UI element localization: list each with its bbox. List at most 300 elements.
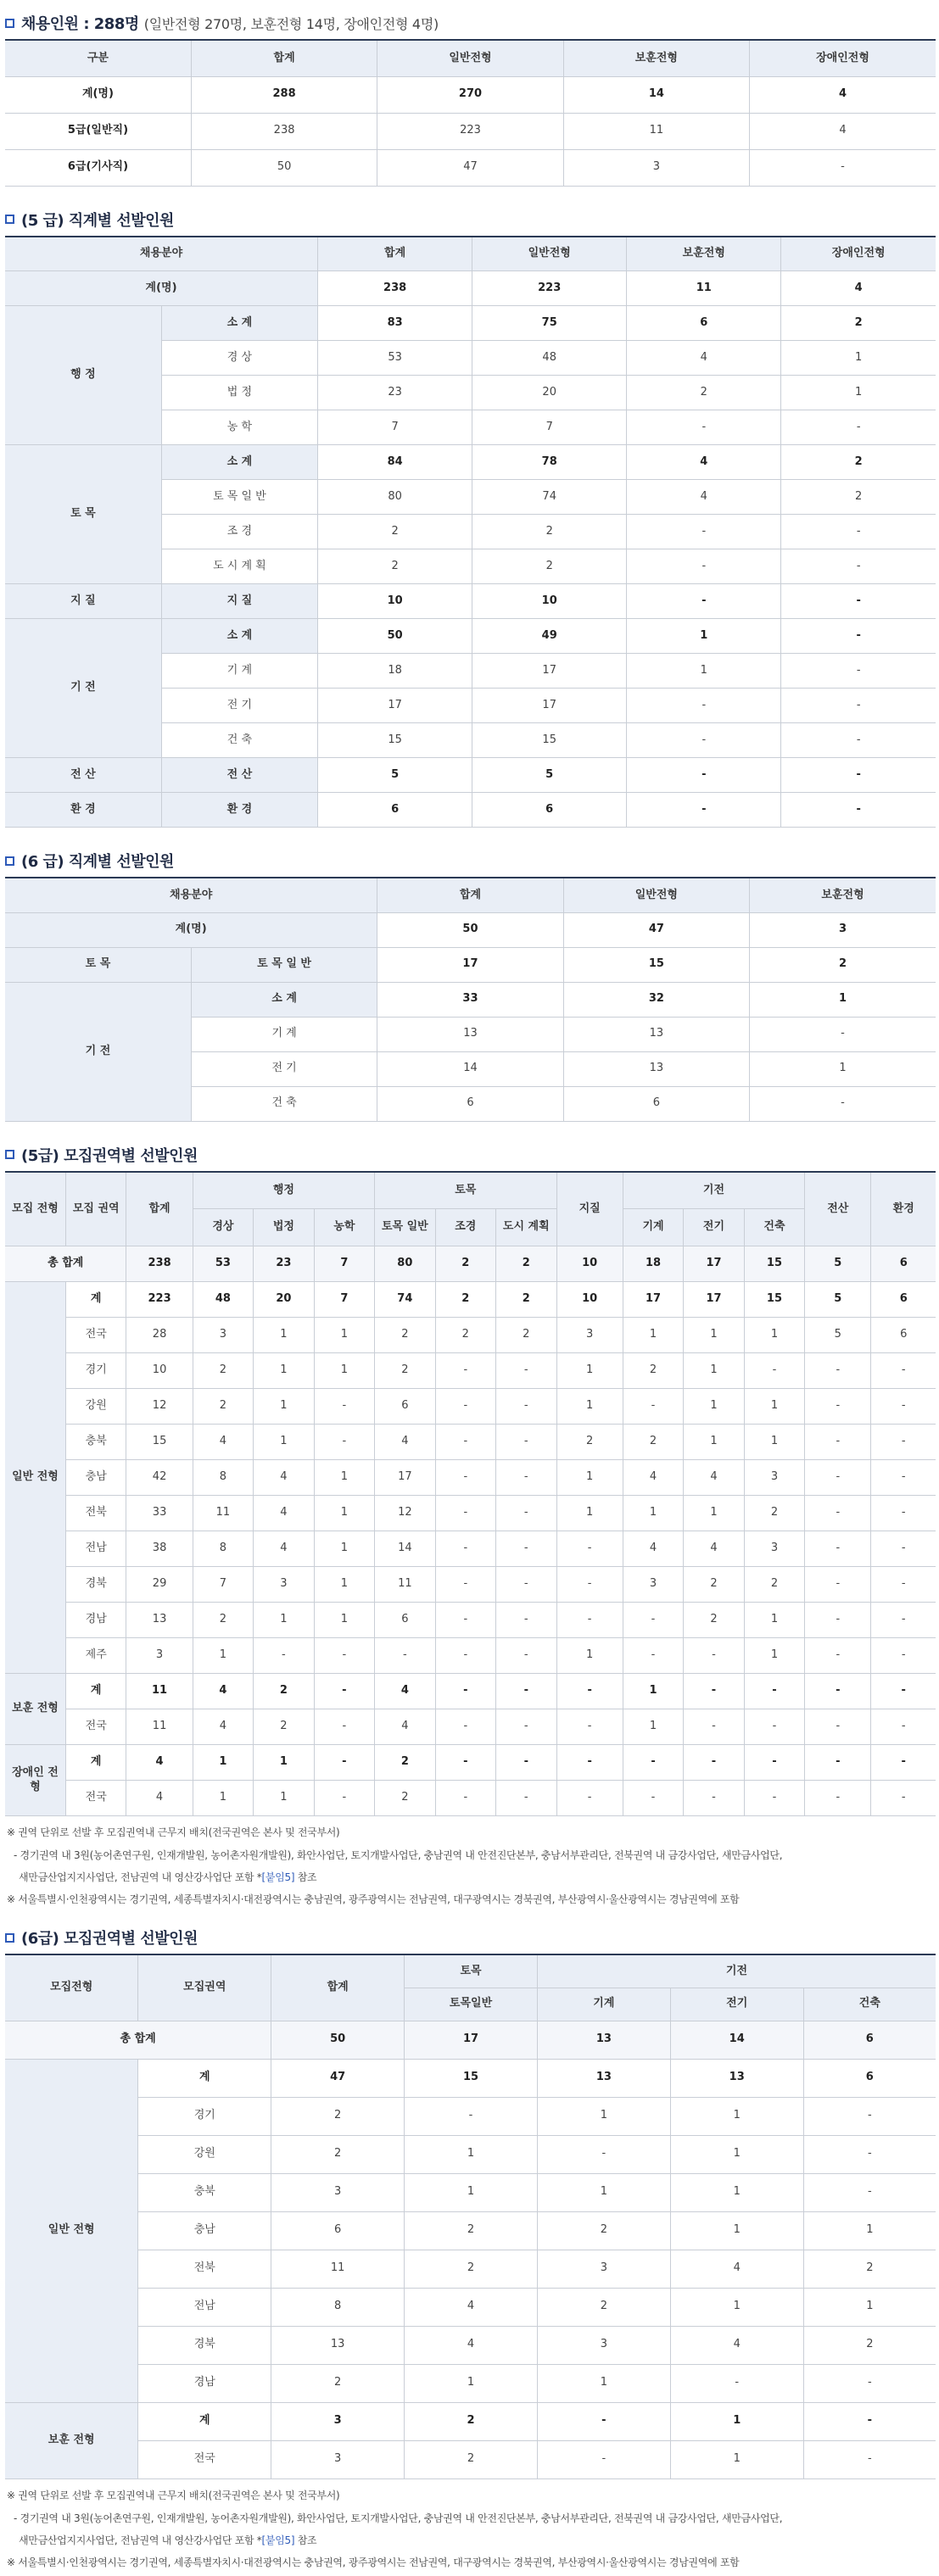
header-cell: 모집 전형 bbox=[5, 1172, 65, 1246]
table-cell: 4 bbox=[627, 480, 781, 515]
row-label: 도 시 계 획 bbox=[161, 549, 317, 584]
table-cell: 2 bbox=[781, 480, 936, 515]
table-cell: 1 bbox=[684, 1318, 744, 1353]
table-cell: - bbox=[435, 1531, 495, 1567]
row-label: 전 기 bbox=[191, 1051, 377, 1086]
region-label: 경기 bbox=[65, 1353, 126, 1389]
section-square-icon bbox=[5, 1933, 14, 1943]
row-label: 소 계 bbox=[161, 306, 317, 341]
table-cell: - bbox=[623, 1603, 683, 1638]
header-cell: 토목 bbox=[375, 1172, 556, 1209]
table-cell: 50 bbox=[377, 912, 563, 947]
table-cell: - bbox=[496, 1496, 556, 1531]
table-cell: - bbox=[496, 1745, 556, 1781]
table-cell: 2 bbox=[623, 1425, 683, 1460]
table-cell: - bbox=[684, 1781, 744, 1816]
table-cell: 3 bbox=[556, 1318, 623, 1353]
header-cell: 합계 bbox=[318, 237, 472, 271]
table-row bbox=[5, 793, 936, 828]
table-cell: 42 bbox=[126, 1460, 193, 1496]
table-cell: 4 bbox=[375, 1674, 435, 1709]
note-line: ※ 서울특별시·인천광역시는 경기권역, 세종특별자치시·대전광역시는 충남권역, 광주광역시는 전남권역, 대구광역시는 경북권역, 부산광역시·울산광역시는 경남권역에 포함 bbox=[7, 1893, 740, 1905]
table-cell: 7 bbox=[472, 410, 627, 445]
table-cell: 28 bbox=[126, 1318, 193, 1353]
table-cell: - bbox=[496, 1603, 556, 1638]
grade6-field-table bbox=[5, 877, 936, 1122]
table-cell: - bbox=[314, 1425, 374, 1460]
table-cell: 74 bbox=[472, 480, 627, 515]
row-label: 토 목 일 반 bbox=[161, 480, 317, 515]
table-cell: 1 bbox=[254, 1318, 314, 1353]
table-cell: - bbox=[254, 1638, 314, 1674]
table-cell: 1 bbox=[314, 1460, 374, 1496]
header-cell: 모집 권역 bbox=[65, 1172, 126, 1246]
table-row bbox=[5, 1709, 936, 1745]
note-line bbox=[7, 1844, 934, 1866]
table-cell: 2 bbox=[744, 1567, 804, 1603]
table-cell: 1 bbox=[803, 2288, 936, 2326]
table-cell: 3 bbox=[271, 2173, 405, 2211]
table-header-row bbox=[5, 878, 936, 912]
table-cell: - bbox=[314, 1674, 374, 1709]
table-cell: 17 bbox=[375, 1460, 435, 1496]
table-cell: 2 bbox=[472, 549, 627, 584]
table-row bbox=[5, 2288, 936, 2326]
table-cell: 1 bbox=[750, 1051, 936, 1086]
table-row bbox=[5, 758, 936, 793]
table-cell: 14 bbox=[377, 1051, 563, 1086]
table-cell: 3 bbox=[563, 149, 749, 186]
table-cell: 238 bbox=[191, 113, 377, 149]
header-cell: 합계 bbox=[126, 1172, 193, 1246]
table-cell: 1 bbox=[193, 1745, 253, 1781]
attachment-link[interactable]: [붙임5] bbox=[261, 2534, 295, 2546]
table-cell: - bbox=[684, 1674, 744, 1709]
group-label: 환 경 bbox=[5, 793, 161, 828]
group-label: 기 전 bbox=[5, 982, 191, 1121]
table-cell: - bbox=[781, 793, 936, 828]
table-cell: 2 bbox=[271, 2135, 405, 2173]
table-cell: 17 bbox=[318, 689, 472, 723]
table-cell: 84 bbox=[318, 445, 472, 480]
header-cell: 모집전형 bbox=[5, 1954, 138, 2021]
region-label: 강원 bbox=[138, 2135, 271, 2173]
table-cell: - bbox=[805, 1496, 871, 1531]
table-cell: 1 bbox=[254, 1745, 314, 1781]
table-cell: 33 bbox=[126, 1496, 193, 1531]
table-cell: 48 bbox=[472, 341, 627, 376]
table-cell: 3 bbox=[254, 1567, 314, 1603]
table-cell: 4 bbox=[193, 1709, 253, 1745]
row-label: 총 합계 bbox=[5, 2021, 271, 2059]
table-cell: - bbox=[496, 1638, 556, 1674]
table-cell: 1 bbox=[314, 1353, 374, 1389]
table-cell: 10 bbox=[472, 584, 627, 619]
table-cell: 4 bbox=[254, 1460, 314, 1496]
row-label: 법 정 bbox=[161, 376, 317, 410]
table-cell: 1 bbox=[744, 1318, 804, 1353]
table-cell: - bbox=[435, 1353, 495, 1389]
table-cell: - bbox=[805, 1674, 871, 1709]
region-label: 계 bbox=[65, 1282, 126, 1318]
header-cell: 채용분야 bbox=[5, 878, 377, 912]
header-cell: 장애인전형 bbox=[750, 40, 936, 76]
table-cell: 238 bbox=[126, 1246, 193, 1282]
row-label: 건 축 bbox=[191, 1086, 377, 1121]
region-label: 강원 bbox=[65, 1389, 126, 1425]
header-cell: 모집권역 bbox=[138, 1954, 271, 2021]
table-cell: 4 bbox=[750, 76, 936, 113]
table-cell: 74 bbox=[375, 1282, 435, 1318]
section3-title-text: (6 급) 직계별 선발인원 bbox=[21, 853, 174, 871]
note-text: - 경기권역 내 3원(농어촌연구원, 인재개발원, 농어촌자원개발원), 화안사업단, 토지개발사업단, 충남권역 내 안전진단본부, 충남서부관리단, 전북권역 내 금강사업단, 새만금사업단, bbox=[14, 1849, 783, 1861]
total-row bbox=[5, 912, 936, 947]
table-cell: 7 bbox=[314, 1282, 374, 1318]
table-cell: 1 bbox=[314, 1531, 374, 1567]
table-cell: 6 bbox=[803, 2021, 936, 2059]
grade6-region-table-body bbox=[5, 2021, 936, 2478]
header-cell: 합계 bbox=[377, 878, 563, 912]
table-cell: - bbox=[803, 2402, 936, 2440]
table-row bbox=[5, 2211, 936, 2250]
table-cell: 14 bbox=[375, 1531, 435, 1567]
table-cell: 7 bbox=[318, 410, 472, 445]
table-cell: - bbox=[556, 1603, 623, 1638]
table-cell: 15 bbox=[126, 1425, 193, 1460]
table-row bbox=[5, 2135, 936, 2173]
table-cell: 2 bbox=[193, 1603, 253, 1638]
table-cell: 4 bbox=[126, 1745, 193, 1781]
note-text: 새만금산업지지사업단, 전남권역 내 영산강사업단 포함 * bbox=[19, 1871, 262, 1883]
table-cell: - bbox=[627, 689, 781, 723]
table-cell: 49 bbox=[472, 619, 627, 654]
table-cell: - bbox=[556, 1567, 623, 1603]
row-label: 계(명) bbox=[5, 271, 318, 306]
table-cell: 11 bbox=[126, 1674, 193, 1709]
table-cell: 1 bbox=[314, 1318, 374, 1353]
table-cell: - bbox=[781, 515, 936, 549]
row-label: 전 산 bbox=[161, 758, 317, 793]
header-cell: 구분 bbox=[5, 40, 191, 76]
table-cell: 1 bbox=[781, 341, 936, 376]
table-cell: 288 bbox=[191, 76, 377, 113]
row-label: 전 기 bbox=[161, 689, 317, 723]
table-cell: - bbox=[871, 1389, 936, 1425]
section-square-icon bbox=[5, 1150, 14, 1159]
table-cell: 1 bbox=[744, 1425, 804, 1460]
attachment-link[interactable]: [붙임5] bbox=[261, 1871, 295, 1883]
table-cell: 15 bbox=[563, 947, 749, 982]
table-cell: - bbox=[405, 2097, 538, 2135]
table-cell: 2 bbox=[623, 1353, 683, 1389]
table-row bbox=[5, 2173, 936, 2211]
region-label: 전남 bbox=[138, 2288, 271, 2326]
table-cell: - bbox=[435, 1709, 495, 1745]
table-cell: 2 bbox=[375, 1353, 435, 1389]
table-cell: - bbox=[871, 1460, 936, 1496]
table-cell: 2 bbox=[318, 549, 472, 584]
table-cell: 8 bbox=[271, 2288, 405, 2326]
table-cell: 1 bbox=[684, 1389, 744, 1425]
table-cell: 47 bbox=[563, 912, 749, 947]
table-cell: 4 bbox=[405, 2326, 538, 2364]
table-cell: 4 bbox=[623, 1531, 683, 1567]
table-cell: - bbox=[750, 149, 936, 186]
table-cell: - bbox=[871, 1531, 936, 1567]
header-cell: 채용분야 bbox=[5, 237, 318, 271]
grade6-region-table bbox=[5, 1954, 936, 2479]
table-cell: 13 bbox=[563, 1051, 749, 1086]
table-cell: 5 bbox=[805, 1318, 871, 1353]
table-cell: 4 bbox=[627, 341, 781, 376]
region-label: 경남 bbox=[138, 2364, 271, 2402]
table-cell: 7 bbox=[193, 1567, 253, 1603]
region-label: 충북 bbox=[138, 2173, 271, 2211]
grade5-region-table bbox=[5, 1171, 936, 1817]
note-text: 참조 bbox=[294, 2534, 317, 2546]
table-cell: - bbox=[627, 758, 781, 793]
table-cell: 17 bbox=[684, 1282, 744, 1318]
region-label: 전국 bbox=[65, 1781, 126, 1816]
table-cell: 11 bbox=[563, 113, 749, 149]
row-label: 계(명) bbox=[5, 76, 191, 113]
table-row bbox=[5, 445, 936, 480]
table-cell: 6 bbox=[271, 2211, 405, 2250]
header-cell: 도시 계획 bbox=[496, 1209, 556, 1246]
table-cell: - bbox=[805, 1353, 871, 1389]
table-cell: 2 bbox=[496, 1318, 556, 1353]
table-cell: 2 bbox=[556, 1425, 623, 1460]
header-cell: 기계 bbox=[537, 1988, 670, 2021]
header-cell: 지질 bbox=[556, 1172, 623, 1246]
table-cell: 1 bbox=[623, 1709, 683, 1745]
header-cell: 토목일반 bbox=[405, 1988, 538, 2021]
table-cell: 20 bbox=[254, 1282, 314, 1318]
grand-total-row bbox=[5, 2021, 936, 2059]
section5-title bbox=[5, 1921, 936, 1954]
table-cell: 4 bbox=[193, 1674, 253, 1709]
table-row bbox=[5, 306, 936, 341]
section5-title-text: (6급) 모집권역별 선발인원 bbox=[21, 1930, 198, 1948]
table-cell: 80 bbox=[375, 1246, 435, 1282]
table-cell: - bbox=[684, 1745, 744, 1781]
group-label: 기 전 bbox=[5, 619, 161, 758]
table-cell: - bbox=[496, 1709, 556, 1745]
table-cell: - bbox=[435, 1496, 495, 1531]
section-square-icon bbox=[5, 215, 14, 224]
header-cell: 기전 bbox=[623, 1172, 804, 1209]
table-cell: 2 bbox=[803, 2326, 936, 2364]
group-label: 지 질 bbox=[5, 584, 161, 619]
table-cell: - bbox=[803, 2097, 936, 2135]
table-cell: - bbox=[537, 2135, 670, 2173]
table-cell: 13 bbox=[670, 2059, 803, 2097]
table-cell: 11 bbox=[193, 1496, 253, 1531]
region-label: 경기 bbox=[138, 2097, 271, 2135]
note-text: 참조 bbox=[294, 1871, 317, 1883]
table-row bbox=[5, 982, 936, 1017]
table-cell: 5 bbox=[805, 1246, 871, 1282]
table-cell: - bbox=[805, 1425, 871, 1460]
table-cell: 1 bbox=[537, 2364, 670, 2402]
table-cell: 2 bbox=[781, 445, 936, 480]
table-cell: - bbox=[435, 1389, 495, 1425]
header-cell: 전기 bbox=[670, 1988, 803, 2021]
table-cell: 10 bbox=[556, 1246, 623, 1282]
table-cell: 12 bbox=[126, 1389, 193, 1425]
table-cell: 2 bbox=[684, 1567, 744, 1603]
region-label: 계 bbox=[65, 1745, 126, 1781]
table-cell: 5 bbox=[472, 758, 627, 793]
table-cell: 2 bbox=[627, 376, 781, 410]
note-line: ※ 권역 단위로 선발 후 모집권역내 근무지 배치(전국권역은 본사 및 전국부서) bbox=[7, 2489, 340, 2501]
region-label: 충남 bbox=[138, 2211, 271, 2250]
table-cell: 4 bbox=[126, 1781, 193, 1816]
table-cell: 3 bbox=[623, 1567, 683, 1603]
table-cell: 1 bbox=[623, 1674, 683, 1709]
group-label: 토 목 bbox=[5, 947, 191, 982]
section4-title-text: (5급) 모집권역별 선발인원 bbox=[21, 1146, 198, 1165]
table-cell: 4 bbox=[684, 1531, 744, 1567]
table-cell: 1 bbox=[744, 1389, 804, 1425]
table-cell: 3 bbox=[750, 912, 936, 947]
table-cell: 14 bbox=[670, 2021, 803, 2059]
table-cell: 6 bbox=[871, 1282, 936, 1318]
table-row bbox=[5, 1425, 936, 1460]
table-cell: 1 bbox=[193, 1638, 253, 1674]
table-cell: 2 bbox=[781, 306, 936, 341]
table-cell: - bbox=[435, 1603, 495, 1638]
table-cell: - bbox=[750, 1086, 936, 1121]
table-cell: - bbox=[496, 1567, 556, 1603]
table-cell: 13 bbox=[537, 2059, 670, 2097]
table-cell: 23 bbox=[254, 1246, 314, 1282]
summary-table bbox=[5, 39, 936, 187]
summary-table-body bbox=[5, 76, 936, 186]
table-cell: 6 bbox=[318, 793, 472, 828]
table-cell: - bbox=[623, 1389, 683, 1425]
table-cell: - bbox=[435, 1567, 495, 1603]
table-cell: 2 bbox=[405, 2402, 538, 2440]
row-label: 소 계 bbox=[161, 619, 317, 654]
header-cell: 농학 bbox=[314, 1209, 374, 1246]
table-cell: - bbox=[744, 1353, 804, 1389]
table-cell: - bbox=[623, 1781, 683, 1816]
table-cell: 13 bbox=[563, 1017, 749, 1051]
table-cell: - bbox=[496, 1460, 556, 1496]
row-label: 건 축 bbox=[161, 723, 317, 758]
header-cell: 기전 bbox=[537, 1954, 936, 1988]
table-cell: 238 bbox=[318, 271, 472, 306]
table-cell: 1 bbox=[254, 1353, 314, 1389]
table-cell: - bbox=[871, 1709, 936, 1745]
table-cell: 2 bbox=[405, 2250, 538, 2288]
note-line bbox=[7, 2507, 934, 2529]
table-cell: 1 bbox=[750, 982, 936, 1017]
table-cell: - bbox=[435, 1674, 495, 1709]
table-cell: 2 bbox=[193, 1389, 253, 1425]
table-cell: - bbox=[871, 1781, 936, 1816]
table-cell: 1 bbox=[556, 1496, 623, 1531]
note-text: - 경기권역 내 3원(농어촌연구원, 인재개발원, 농어촌자원개발원), 화안사업단, 토지개발사업단, 충남권역 내 안전진단본부, 충남서부관리단, 전북권역 내 금강사업단, 새만금사업단, bbox=[14, 2512, 783, 2524]
table-cell: 15 bbox=[744, 1246, 804, 1282]
table-cell: - bbox=[435, 1745, 495, 1781]
table-cell: 3 bbox=[271, 2440, 405, 2478]
grade5-field-table bbox=[5, 236, 936, 828]
table-cell: - bbox=[627, 723, 781, 758]
table-cell: 15 bbox=[744, 1282, 804, 1318]
table-cell: 20 bbox=[472, 376, 627, 410]
table-cell: - bbox=[781, 723, 936, 758]
table-cell: 1 bbox=[556, 1353, 623, 1389]
table-cell: 53 bbox=[193, 1246, 253, 1282]
table-cell: 223 bbox=[126, 1282, 193, 1318]
table-cell: 1 bbox=[314, 1603, 374, 1638]
table-cell: 4 bbox=[670, 2250, 803, 2288]
table-cell: 1 bbox=[405, 2364, 538, 2402]
table-cell: 47 bbox=[377, 149, 563, 186]
table-cell: 11 bbox=[126, 1709, 193, 1745]
header-cell: 보훈전형 bbox=[563, 40, 749, 76]
table-cell: - bbox=[805, 1709, 871, 1745]
table-cell: 1 bbox=[314, 1567, 374, 1603]
table-cell: 17 bbox=[405, 2021, 538, 2059]
header-cell: 경상 bbox=[193, 1209, 253, 1246]
table-cell: 4 bbox=[254, 1531, 314, 1567]
table-cell: - bbox=[803, 2364, 936, 2402]
table-cell: - bbox=[537, 2440, 670, 2478]
table-cell: - bbox=[781, 619, 936, 654]
table-cell: - bbox=[805, 1781, 871, 1816]
region-label: 전북 bbox=[138, 2250, 271, 2288]
table-cell: - bbox=[871, 1603, 936, 1638]
table-cell: 1 bbox=[781, 376, 936, 410]
table-cell: - bbox=[805, 1638, 871, 1674]
table-cell: 1 bbox=[556, 1389, 623, 1425]
table-cell: - bbox=[871, 1745, 936, 1781]
header-cell: 행정 bbox=[193, 1172, 374, 1209]
header-cell: 합계 bbox=[191, 40, 377, 76]
header-cell: 환경 bbox=[871, 1172, 936, 1246]
table-cell: 1 bbox=[623, 1318, 683, 1353]
table-row bbox=[5, 2250, 936, 2288]
note-line bbox=[7, 1866, 934, 1888]
note-line: ※ 서울특별시·인천광역시는 경기권역, 세종특별자치시·대전광역시는 충남권역, 광주광역시는 전남권역, 대구광역시는 경북권역, 부산광역시·울산광역시는 경남권역에 포함 bbox=[7, 2556, 740, 2568]
table-cell: 3 bbox=[744, 1531, 804, 1567]
table-cell: 10 bbox=[556, 1282, 623, 1318]
table-cell: - bbox=[803, 2440, 936, 2478]
table-header-row bbox=[5, 1172, 936, 1209]
table-cell: 1 bbox=[744, 1603, 804, 1638]
header-cell: 조경 bbox=[435, 1209, 495, 1246]
table-row bbox=[5, 2097, 936, 2135]
table-row bbox=[5, 947, 936, 982]
table-row bbox=[5, 1781, 936, 1816]
table-cell: 1 bbox=[537, 2173, 670, 2211]
row-label: 지 질 bbox=[161, 584, 317, 619]
table-cell: 2 bbox=[405, 2211, 538, 2250]
table-cell: 3 bbox=[537, 2250, 670, 2288]
table-cell: 13 bbox=[377, 1017, 563, 1051]
header-cell: 보훈전형 bbox=[627, 237, 781, 271]
table-cell: 4 bbox=[375, 1425, 435, 1460]
table-cell: 4 bbox=[193, 1425, 253, 1460]
region-label: 충남 bbox=[65, 1460, 126, 1496]
table-cell: 17 bbox=[684, 1246, 744, 1282]
table-cell: - bbox=[496, 1353, 556, 1389]
table-cell: 6 bbox=[375, 1603, 435, 1638]
table-cell: - bbox=[781, 758, 936, 793]
